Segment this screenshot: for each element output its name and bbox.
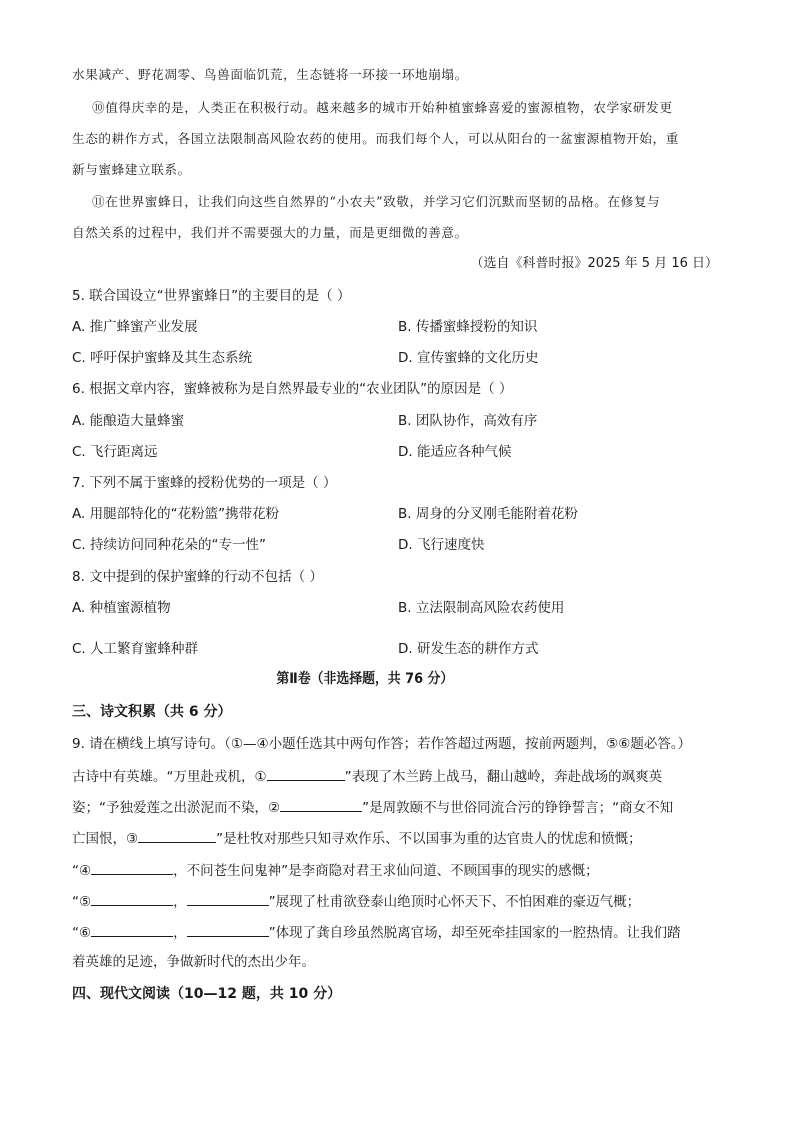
answer-blank-5b[interactable] [187, 891, 269, 906]
article-source: （选自《科普时报》2025 年 5 月 16 日） [470, 256, 718, 271]
poem-text: ”是周敦颐不与世俗同流合污的铮铮誓言；“商女不知 [362, 800, 674, 816]
question-6-option-d[interactable]: D. 能适应各种气候 [398, 444, 512, 460]
poem-fill-line-2 [72, 797, 673, 817]
question-5-option-d[interactable]: D. 宣传蜜蜂的文化历史 [398, 350, 539, 366]
poem-text: 古诗中有英雄。“万里赴戎机，① [72, 769, 267, 785]
poem-fill-line-5 [72, 891, 640, 911]
article-paragraph-10-line-1: ⑩值得庆幸的是，人类正在积极行动。越来越多的城市开始种植蜜蜂喜爱的蜜源植物，农学家研发更 [92, 100, 673, 115]
poem-text: 亡国恨，③ [72, 831, 139, 847]
poem-fill-line-3 [72, 828, 642, 848]
answer-blank-6b[interactable] [187, 922, 269, 937]
poem-text: “⑤ [72, 894, 92, 910]
poem-text: “⑥ [72, 925, 92, 941]
question-6-option-b[interactable]: B. 团队协作，高效有序 [398, 413, 538, 429]
poem-fill-line-1 [72, 766, 662, 786]
article-paragraph-10-line-2: 生态的耕作方式，各国立法限制高风险农药的使用。而我们每个人，可以从阳台的一盆蜜源植物开始，重 [72, 131, 679, 146]
question-8-option-b[interactable]: B. 立法限制高风险农药使用 [398, 600, 565, 616]
article-paragraph-11-line-1: ⑪在世界蜜蜂日，让我们向这些自然界的“小农夫”致敬，并学习它们沉默而坚韧的品格。在修复与 [92, 194, 661, 209]
poem-text: ”表现了木兰跨上战马，翻山越岭，奔赴战场的飒爽英 [344, 769, 663, 785]
poem-text: “④ [72, 863, 92, 879]
question-9-instructions: 9. 请在横线上填写诗句。（①—④小题任选其中两句作答；若作答超过两题，按前两题判，⑤⑥题必答。） [72, 736, 692, 752]
question-5-option-b[interactable]: B. 传播蜜蜂授粉的知识 [398, 319, 538, 335]
question-5-option-c[interactable]: C. 呼吁保护蜜蜂及其生态系统 [72, 350, 253, 366]
question-8-option-d[interactable]: D. 研发生态的耕作方式 [398, 641, 539, 657]
article-paragraph-continued: 水果减产、野花凋零、鸟兽面临饥荒，生态链将一环接一环地崩塌。 [72, 67, 468, 82]
question-7-option-b[interactable]: B. 周身的分叉刚毛能附着花粉 [398, 506, 578, 522]
poem-text: ”是杜牧对那些只知寻欢作乐、不以国事为重的达官贵人的忧虑和愤慨； [216, 831, 642, 847]
poem-separator: ， [173, 894, 187, 910]
part-2-title: 第Ⅱ卷（非选择题，共 76 分） [276, 671, 454, 687]
answer-blank-1[interactable] [267, 766, 345, 781]
question-8-option-c[interactable]: C. 人工繁育蜜蜂种群 [72, 641, 199, 657]
poem-text: ”体现了龚自珍虽然脱离官场，却至死牵挂国家的一腔热情。让我们踏 [268, 925, 681, 941]
question-5-stem: 5. 联合国设立“世界蜜蜂日”的主要目的是（ ） [72, 288, 351, 304]
poem-text: ”展现了杜甫欲登泰山绝顶时心怀天下、不怕困难的豪迈气概； [268, 894, 641, 910]
article-paragraph-11-line-2: 自然关系的过程中，我们并不需要强大的力量，而是更细微的善意。 [72, 225, 468, 240]
question-7-option-a[interactable]: A. 用腿部特化的“花粉篮”携带花粉 [72, 506, 280, 522]
answer-blank-5a[interactable] [91, 891, 173, 906]
answer-blank-6a[interactable] [91, 922, 173, 937]
question-6-option-c[interactable]: C. 飞行距离远 [72, 444, 158, 460]
poem-text: ，不问苍生问鬼神”是李商隐对君王求仙问道、不顾国事的现实的感慨； [173, 863, 599, 879]
answer-blank-4[interactable] [91, 860, 173, 875]
poem-fill-line-4 [72, 860, 599, 880]
answer-blank-2[interactable] [280, 797, 362, 812]
poem-fill-line-7: 着英雄的足迹，争做新时代的杰出少年。 [72, 954, 315, 970]
question-7-option-d[interactable]: D. 飞行速度快 [398, 537, 485, 553]
question-8-stem: 8. 文中提到的保护蜜蜂的行动不包括（ ） [72, 569, 323, 585]
poem-fill-line-6 [72, 922, 681, 942]
answer-blank-3[interactable] [138, 828, 216, 843]
poem-text: 姿；“予独爱莲之出淤泥而不染，② [72, 800, 281, 816]
question-6-option-a[interactable]: A. 能酿造大量蜂蜜 [72, 413, 185, 429]
section-3-title: 三、诗文积累（共 6 分） [72, 704, 232, 720]
article-paragraph-10-line-3: 新与蜜蜂建立联系。 [72, 162, 191, 177]
question-8-option-a[interactable]: A. 种植蜜源植物 [72, 600, 171, 616]
question-7-stem: 7. 下列不属于蜜蜂的授粉优势的一项是（ ） [72, 475, 337, 491]
question-5-option-a[interactable]: A. 推广蜂蜜产业发展 [72, 319, 198, 335]
section-4-title: 四、现代文阅读（10—12 题，共 10 分） [72, 986, 342, 1002]
poem-separator: ， [173, 925, 187, 941]
question-7-option-c[interactable]: C. 持续访问同种花朵的“专一性” [72, 537, 266, 553]
question-6-stem: 6. 根据文章内容，蜜蜂被称为是自然界最专业的“农业团队”的原因是（ ） [72, 381, 513, 397]
